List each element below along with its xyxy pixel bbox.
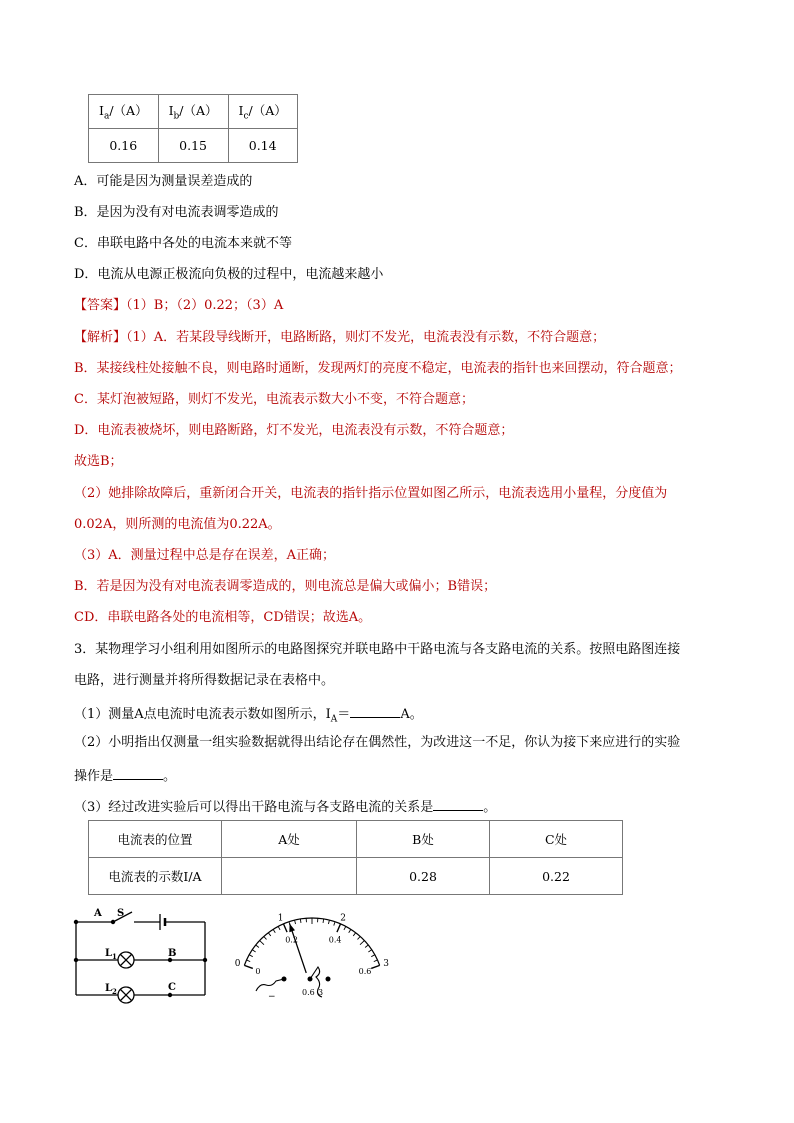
terminal-minus-label: − xyxy=(268,992,276,1002)
table-header-cell: $I_c/(A)$ xyxy=(228,95,297,129)
analysis-line: 0.02A，则所测的电流值为0.22A。 xyxy=(74,517,281,532)
analysis-line: （3）A．测量过程中总是存在误差，A正确； xyxy=(74,548,336,563)
dial-inner-label: 0 xyxy=(255,967,261,977)
dial-tick xyxy=(349,929,351,932)
ammeter-dial xyxy=(232,895,392,1005)
dial-tick xyxy=(252,950,255,952)
circuit-diagram xyxy=(60,900,220,1005)
table-row xyxy=(89,129,298,163)
ammeter-terminals xyxy=(256,967,331,1002)
dial-tick xyxy=(360,941,364,945)
dial-tick xyxy=(249,955,252,957)
answer-text: （1）B；（2）0.22；（3）A xyxy=(126,298,284,313)
dial-tick xyxy=(371,955,374,957)
dial-ticks xyxy=(244,918,379,968)
dial-tick xyxy=(368,950,371,952)
table-cell: 0.16 xyxy=(89,129,159,163)
table-header-cell: $I_a/(A)$ xyxy=(89,95,159,129)
label-l2: $L_2$ xyxy=(105,983,117,996)
option-c: C．串联电路中各处的电流本来就不等 xyxy=(74,236,292,251)
dial-tick xyxy=(260,941,264,945)
dial-tick xyxy=(344,926,346,930)
dial-tick xyxy=(328,920,329,924)
table-cell: C处 xyxy=(490,821,623,858)
answer-blank[interactable] xyxy=(350,703,400,718)
dial-tick xyxy=(371,965,379,968)
analysis-line: C．某灯泡被短路，则灯不发光，电流表示数大小不变，不符合题意； xyxy=(74,392,474,407)
dial-tick xyxy=(247,960,251,962)
measurement-table-1 xyxy=(88,94,298,163)
dial-tick xyxy=(300,919,301,923)
dial-inner-label: 0.6 xyxy=(358,967,372,977)
dial-scale-arc xyxy=(244,918,379,965)
dial-tick xyxy=(264,936,267,939)
analysis-line: 故选B； xyxy=(74,454,123,469)
dial-inner-label: 0.2 xyxy=(285,935,298,945)
dial-tick xyxy=(334,922,335,926)
dial-outer-label: 1 xyxy=(277,913,284,924)
dial-tick xyxy=(256,945,259,947)
label-a: A xyxy=(94,908,102,919)
dial-tick xyxy=(353,933,355,936)
dial-outer-label: 3 xyxy=(383,958,389,969)
option-b: B．是因为没有对电流表调零造成的 xyxy=(74,205,279,220)
question-stem: 3．某物理学习小组利用如图所示的电路图探究并联电路中干路电流与各支路电流的关系。按照电路图连接 xyxy=(74,642,681,657)
dial-tick xyxy=(358,936,361,939)
dial-tick xyxy=(337,924,341,932)
answer-tag: 【答案】 xyxy=(74,298,127,313)
terminal-0-6-label: 0.6 xyxy=(302,988,315,997)
table-cell xyxy=(222,858,357,895)
dial-tick xyxy=(295,920,296,924)
dial-tick xyxy=(283,924,287,932)
table-cell: 电流表的示数I/A xyxy=(89,858,222,895)
table-row xyxy=(89,858,623,895)
question-part-2-cont: 操作是 。 xyxy=(74,765,176,786)
analysis-line: CD．串联电路各处的电流相等，CD错误；故选A。 xyxy=(74,610,372,625)
dial-inner-label: 0.4 xyxy=(328,935,342,945)
table-cell: 0.14 xyxy=(228,129,297,163)
label-l1: $L_1$ xyxy=(105,948,117,961)
analysis-line: 【解析】（1）A．若某段导线断开，电路断路，则灯不发光，电流表没有示数，不符合题意； xyxy=(74,330,606,345)
dial-tick xyxy=(323,919,324,923)
analysis-line: （2）她排除故障后，重新闭合开关，电流表的指针指示位置如图乙所示，电流表选用小量程，分度值为 xyxy=(74,486,668,501)
analysis-line: B．若是因为没有对电流表调零造成的，则电流总是偏大或偏小；B错误； xyxy=(74,579,497,594)
table-cell: 电流表的位置 xyxy=(89,821,222,858)
option-d: D．电流从电源正极流向负极的过程中，电流越来越小 xyxy=(74,267,384,282)
question-stem: 电路，进行测量并将所得数据记录在表格中。 xyxy=(74,673,335,688)
table-row xyxy=(89,821,623,858)
analysis-line: D．电流表被烧坏，则电路断路，灯不发光，电流表没有示数，不符合题意； xyxy=(74,423,514,438)
terminal-3-label: 3 xyxy=(318,988,324,997)
label-c: C xyxy=(168,982,176,993)
answer-blank[interactable] xyxy=(433,796,483,811)
dial-tick xyxy=(244,965,252,968)
table-header-cell: $I_b/(A)$ xyxy=(158,95,228,129)
measurement-table-2 xyxy=(88,820,623,895)
table-cell: B处 xyxy=(357,821,490,858)
table-cell: 0.15 xyxy=(158,129,228,163)
table-cell: A处 xyxy=(222,821,357,858)
dial-outer-label: 0 xyxy=(234,958,241,969)
label-s: S xyxy=(117,908,125,919)
question-part-3: （3）经过改进实验后可以得出干路电流与各支路电流的关系是 。 xyxy=(74,796,496,817)
answer-line xyxy=(74,297,283,315)
label-b: B xyxy=(168,948,177,959)
terminal-3[interactable] xyxy=(326,977,331,982)
table-row xyxy=(89,95,298,129)
question-part-2: （2）小明指出仅测量一组实验数据就得出结论存在偶然性，为改进这一不足，你认为接下来应进行的实验 xyxy=(74,735,681,750)
dial-tick xyxy=(273,929,275,932)
dial-tick xyxy=(268,933,270,936)
dial-outer-label: 2 xyxy=(340,913,347,924)
dial-tick xyxy=(374,960,378,962)
dial-tick xyxy=(278,926,280,930)
question-part-1: （1）测量A点电流时电流表示数如图所示，$I_A= A$。 xyxy=(74,703,423,729)
table-cell: 0.28 xyxy=(357,858,490,895)
analysis-line: B．某接线柱处接触不良，则电路时通断，发现两灯的亮度不稳定，电流表的指针也来回摆动，符合题意； xyxy=(74,361,682,376)
dial-tick xyxy=(365,945,368,947)
answer-blank[interactable] xyxy=(113,765,163,780)
option-a: A．可能是因为测量误差造成的 xyxy=(74,174,253,189)
needle-arrowhead xyxy=(289,924,295,933)
analysis-tag: 【解析】 xyxy=(74,330,127,345)
table-cell: 0.22 xyxy=(490,858,623,895)
